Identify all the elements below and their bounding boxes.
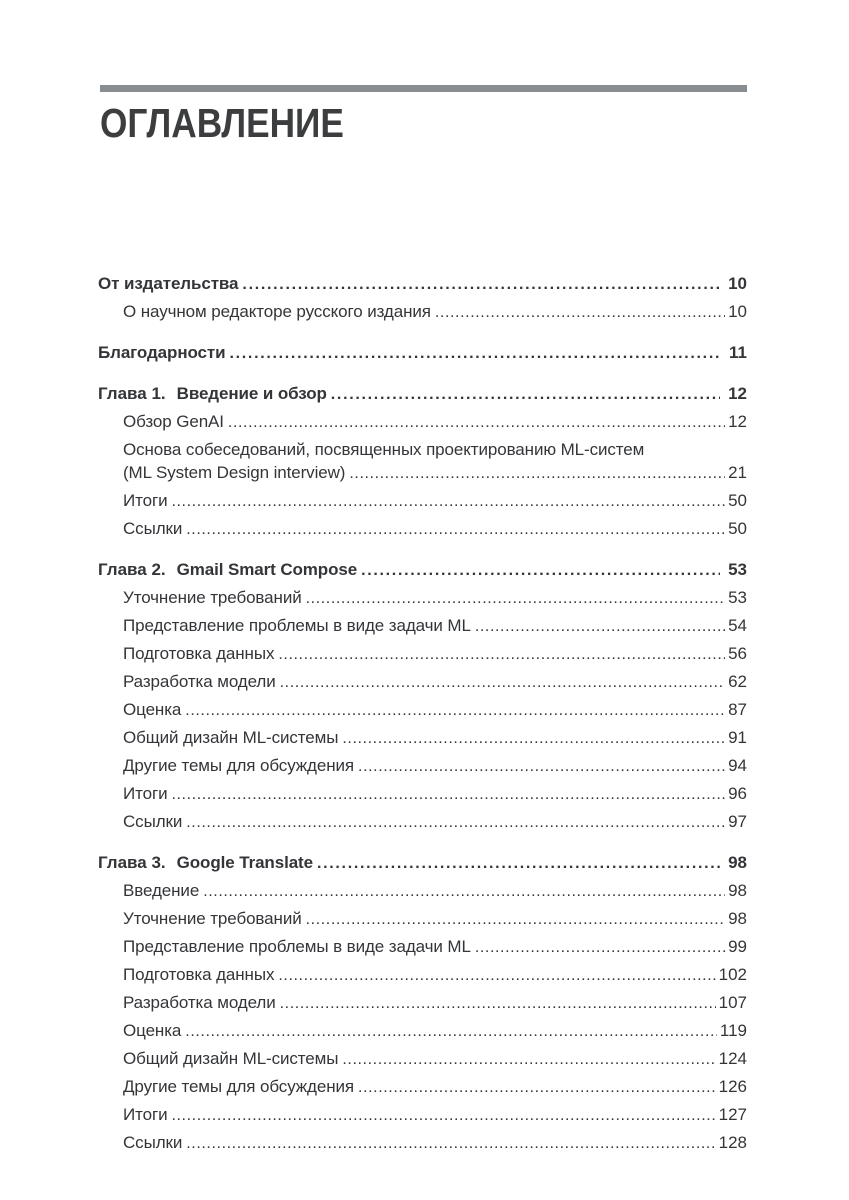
toc-leader-dots bbox=[186, 808, 725, 836]
toc-leader-dots bbox=[342, 724, 725, 752]
toc-entry-page: 98 bbox=[728, 853, 747, 872]
toc-entry-title: Другие темы для обсуждения bbox=[123, 1077, 355, 1096]
toc-entry-title: Оценка bbox=[123, 1021, 182, 1040]
toc-entry-title: (ML System Design interview) bbox=[123, 463, 346, 482]
toc-leader-dots bbox=[317, 849, 720, 877]
toc-entry bbox=[98, 298, 747, 326]
toc-leader-dots bbox=[306, 905, 725, 933]
toc-entry-page: 98 bbox=[728, 881, 747, 900]
toc-entry-page: 11 bbox=[729, 343, 747, 362]
toc-entry-title: Подготовка данных bbox=[123, 644, 275, 663]
toc-entry-page: 10 bbox=[728, 274, 747, 293]
toc-leader-dots bbox=[185, 696, 725, 724]
toc-section bbox=[98, 849, 747, 1157]
toc-entry bbox=[98, 877, 747, 905]
toc-entry bbox=[98, 933, 747, 961]
toc-leader-dots bbox=[171, 1101, 715, 1129]
toc-entry bbox=[98, 752, 747, 780]
toc-entry-page: 107 bbox=[718, 993, 747, 1012]
toc-leader-dots bbox=[435, 298, 725, 326]
toc-entry bbox=[98, 1129, 747, 1157]
toc-entry bbox=[98, 780, 747, 808]
toc-entry-page: 102 bbox=[718, 965, 747, 984]
toc-entry bbox=[98, 1045, 747, 1073]
toc-entry bbox=[98, 487, 747, 515]
toc-entry bbox=[98, 808, 747, 836]
toc-entry-page: 126 bbox=[718, 1077, 747, 1096]
toc-leader-dots bbox=[278, 961, 715, 989]
toc-entry-title: Основа собеседований, посвященных проектированию ML-систем bbox=[123, 440, 645, 459]
toc-entry-page: 54 bbox=[728, 616, 747, 635]
toc-entry-title: Разработка модели bbox=[123, 993, 276, 1012]
toc-entry bbox=[98, 1017, 747, 1045]
toc-leader-dots bbox=[171, 780, 725, 808]
toc-entry bbox=[98, 849, 747, 877]
toc-leader-dots bbox=[171, 487, 725, 515]
toc-entry-page: 21 bbox=[728, 463, 747, 482]
toc-entry-page: 53 bbox=[728, 588, 747, 607]
toc-entry bbox=[98, 459, 747, 487]
toc-leader-dots bbox=[186, 1129, 715, 1157]
toc-entry-title: Ссылки bbox=[123, 519, 183, 538]
toc-entry-page: 124 bbox=[718, 1049, 747, 1068]
toc-entry-page: 10 bbox=[728, 302, 747, 321]
toc-entry-page: 12 bbox=[728, 412, 747, 431]
toc-entry bbox=[98, 961, 747, 989]
toc-leader-dots bbox=[475, 933, 725, 961]
toc-entry-chapter-label: Глава 3. bbox=[98, 853, 166, 872]
toc-entry bbox=[98, 1073, 747, 1101]
toc-leader-dots bbox=[280, 668, 725, 696]
toc-leader-dots bbox=[229, 339, 721, 367]
toc-entry-page: 53 bbox=[728, 560, 747, 579]
toc-entry-title: Представление проблемы в виде задачи ML bbox=[123, 616, 471, 635]
toc-entry bbox=[98, 584, 747, 612]
toc-entry-title: Ссылки bbox=[123, 812, 183, 831]
toc-entry-title: Общий дизайн ML-системы bbox=[123, 728, 339, 747]
toc-entry bbox=[98, 408, 747, 436]
toc-entry bbox=[98, 989, 747, 1017]
toc-leader-dots bbox=[361, 556, 720, 584]
toc-entry bbox=[98, 668, 747, 696]
toc-leader-dots bbox=[203, 877, 725, 905]
toc-section bbox=[98, 556, 747, 836]
table-of-contents bbox=[98, 270, 747, 1157]
toc-entry bbox=[98, 380, 747, 408]
toc-entry-title: Итоги bbox=[123, 491, 168, 510]
toc-entry-page: 127 bbox=[718, 1105, 747, 1124]
toc-entry-title: Общий дизайн ML-системы bbox=[123, 1049, 339, 1068]
toc-leader-dots bbox=[358, 752, 725, 780]
toc-leader-dots bbox=[342, 1045, 715, 1073]
toc-entry-title: О научном редакторе русского издания bbox=[123, 302, 431, 321]
toc-entry-title: Gmail Smart Compose bbox=[176, 560, 358, 579]
toc-entry-page: 12 bbox=[728, 384, 747, 403]
toc-entry-page: 94 bbox=[728, 756, 747, 775]
toc-entry-title: Уточнение требований bbox=[123, 588, 302, 607]
toc-entry-title: Введение bbox=[123, 881, 200, 900]
toc-entry bbox=[98, 612, 747, 640]
toc-entry-page: 62 bbox=[728, 672, 747, 691]
page-title: ОГЛАВЛЕНИЕ bbox=[100, 100, 344, 146]
toc-leader-dots bbox=[186, 515, 725, 543]
toc-leader-dots bbox=[358, 1073, 716, 1101]
toc-entry-title: Уточнение требований bbox=[123, 909, 302, 928]
toc-entry-title: Разработка модели bbox=[123, 672, 276, 691]
toc-entry bbox=[98, 556, 747, 584]
toc-entry bbox=[98, 515, 747, 543]
toc-entry-page: 50 bbox=[728, 491, 747, 510]
toc-entry-title: Подготовка данных bbox=[123, 965, 275, 984]
toc-entry-page: 98 bbox=[728, 909, 747, 928]
toc-entry-title: Другие темы для обсуждения bbox=[123, 756, 355, 775]
toc-entry-title: Представление проблемы в виде задачи ML bbox=[123, 937, 471, 956]
toc-entry-title: Благодарности bbox=[98, 343, 226, 362]
toc-entry-page: 56 bbox=[728, 644, 747, 663]
toc-entry-title: Введение и обзор bbox=[176, 384, 327, 403]
toc-leader-dots bbox=[242, 270, 720, 298]
toc-entry bbox=[98, 270, 747, 298]
toc-entry bbox=[98, 640, 747, 668]
toc-leader-dots bbox=[278, 640, 725, 668]
toc-section bbox=[98, 270, 747, 326]
toc-leader-dots bbox=[349, 459, 725, 487]
toc-leader-dots bbox=[228, 408, 725, 436]
toc-leader-dots bbox=[306, 584, 725, 612]
toc-leader-dots bbox=[185, 1017, 717, 1045]
toc-entry-page: 50 bbox=[728, 519, 747, 538]
toc-leader-dots bbox=[475, 612, 725, 640]
toc-entry-page: 96 bbox=[728, 784, 747, 803]
toc-entry-title: Google Translate bbox=[176, 853, 313, 872]
toc-leader-dots bbox=[331, 380, 720, 408]
toc-entry bbox=[98, 1101, 747, 1129]
toc-entry bbox=[98, 339, 747, 367]
toc-entry bbox=[98, 696, 747, 724]
header-rule bbox=[100, 85, 747, 92]
toc-section bbox=[98, 380, 747, 543]
toc-entry-title: Ссылки bbox=[123, 1133, 183, 1152]
toc-entry-title: Обзор GenAI bbox=[123, 412, 224, 431]
toc-entry bbox=[98, 724, 747, 752]
toc-entry-page: 97 bbox=[728, 812, 747, 831]
toc-leader-dots bbox=[280, 989, 716, 1017]
toc-entry-title: Итоги bbox=[123, 1105, 168, 1124]
toc-entry-chapter-label: Глава 1. bbox=[98, 384, 166, 403]
toc-entry-page: 91 bbox=[728, 728, 747, 747]
toc-entry-page: 87 bbox=[728, 700, 747, 719]
toc-entry-page: 119 bbox=[719, 1021, 747, 1040]
toc-entry-page: 128 bbox=[718, 1133, 747, 1152]
toc-entry-title: От издательства bbox=[98, 274, 239, 293]
toc-section bbox=[98, 339, 747, 367]
toc-entry bbox=[98, 905, 747, 933]
toc-entry-page: 99 bbox=[728, 937, 747, 956]
toc-entry-title: Оценка bbox=[123, 700, 182, 719]
toc-entry-chapter-label: Глава 2. bbox=[98, 560, 166, 579]
toc-entry-title: Итоги bbox=[123, 784, 168, 803]
